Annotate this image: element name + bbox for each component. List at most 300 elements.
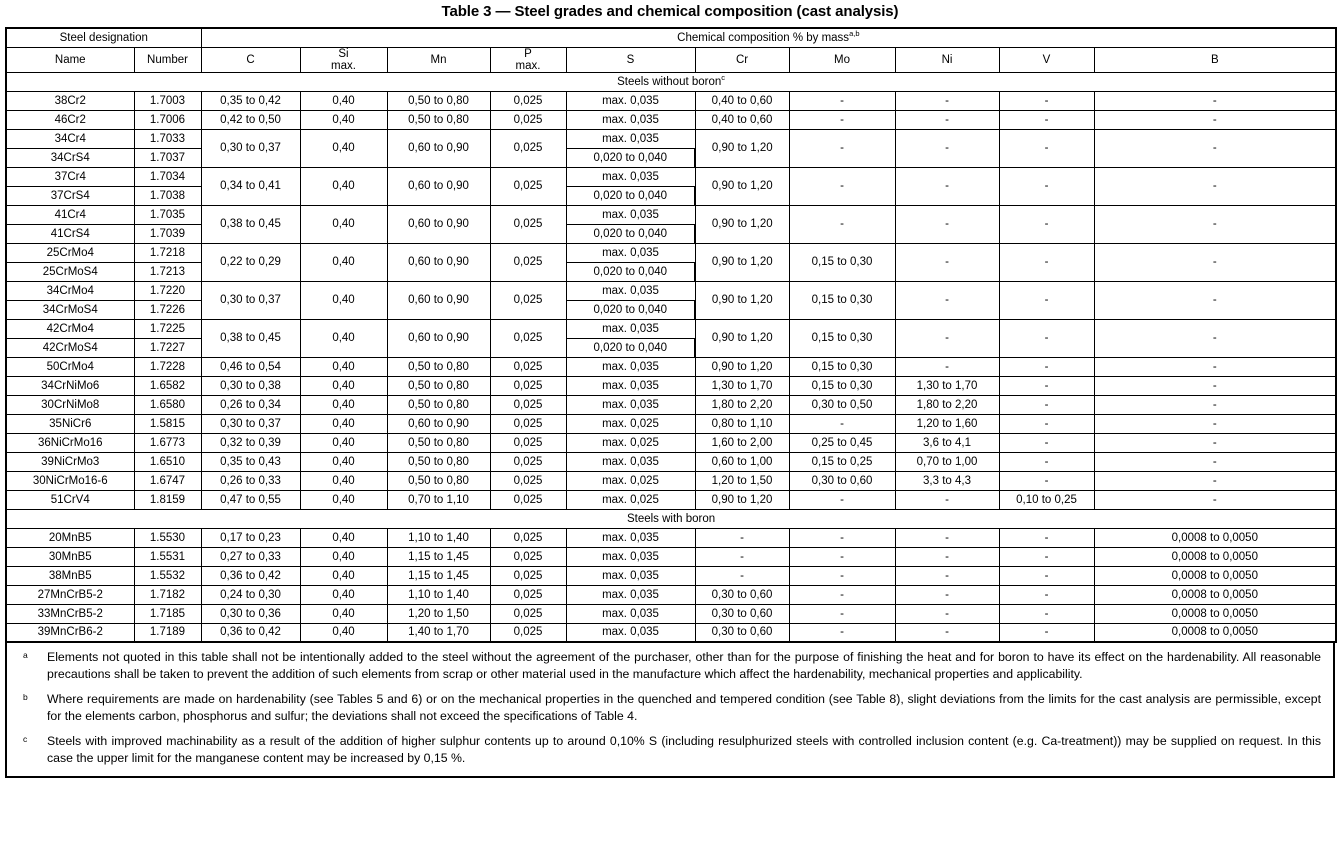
cell-V: - xyxy=(999,129,1094,167)
header-row-1 xyxy=(6,28,1336,47)
cell-C: 0,30 to 0,36 xyxy=(201,604,300,623)
cell-S: max. 0,035 xyxy=(566,281,695,300)
cell-Mn: 0,50 to 0,80 xyxy=(387,376,490,395)
cell-number: 1.6582 xyxy=(134,376,201,395)
cell-name: 35NiCr6 xyxy=(6,414,134,433)
cell-Ni: - xyxy=(895,357,999,376)
cell-name: 42CrMo4 xyxy=(6,319,134,338)
cell-name: 42CrMoS4 xyxy=(6,338,134,357)
cell-number: 1.7189 xyxy=(134,623,201,642)
cell-number: 1.7006 xyxy=(134,110,201,129)
cell-Mn: 0,60 to 0,90 xyxy=(387,167,490,205)
cell-P: 0,025 xyxy=(490,490,566,509)
table-row xyxy=(6,452,1336,471)
cell-Mo: - xyxy=(789,585,895,604)
cell-number: 1.5531 xyxy=(134,547,201,566)
cell-Cr: 0,90 to 1,20 xyxy=(695,129,789,167)
cell-S: max. 0,035 xyxy=(566,566,695,585)
cell-Cr: - xyxy=(695,566,789,585)
cell-Si: 0,40 xyxy=(300,376,387,395)
cell-Mo: - xyxy=(789,167,895,205)
header-col-v: V xyxy=(999,47,1094,72)
cell-Cr: 0,30 to 0,60 xyxy=(695,585,789,604)
cell-B: - xyxy=(1094,452,1336,471)
cell-V: - xyxy=(999,433,1094,452)
section-header-row xyxy=(6,72,1336,91)
cell-B: - xyxy=(1094,91,1336,110)
cell-Mo: - xyxy=(789,490,895,509)
cell-V: - xyxy=(999,547,1094,566)
header-col-cr: Cr xyxy=(695,47,789,72)
cell-Ni: - xyxy=(895,205,999,243)
cell-Ni: - xyxy=(895,566,999,585)
table-row xyxy=(6,167,1336,186)
cell-B: - xyxy=(1094,395,1336,414)
table-head xyxy=(6,28,1336,72)
cell-Mn: 0,50 to 0,80 xyxy=(387,357,490,376)
page-title: Table 3 — Steel grades and chemical composition (cast analysis) xyxy=(441,3,899,20)
cell-Cr: 0,90 to 1,20 xyxy=(695,357,789,376)
cell-Ni: - xyxy=(895,585,999,604)
cell-number: 1.6580 xyxy=(134,395,201,414)
header-chemical-composition xyxy=(201,28,1336,47)
cell-Si: 0,40 xyxy=(300,395,387,414)
cell-name: 30MnB5 xyxy=(6,547,134,566)
cell-name: 37CrS4 xyxy=(6,186,134,205)
cell-S: max. 0,035 xyxy=(566,319,695,338)
cell-C: 0,22 to 0,29 xyxy=(201,243,300,281)
header-name: Name xyxy=(6,47,134,72)
cell-C: 0,30 to 0,38 xyxy=(201,376,300,395)
header-row-2 xyxy=(6,47,1336,72)
table-row xyxy=(6,205,1336,224)
cell-B: - xyxy=(1094,357,1336,376)
cell-number: 1.7037 xyxy=(134,148,201,167)
cell-Mo: 0,15 to 0,30 xyxy=(789,281,895,319)
cell-S: max. 0,025 xyxy=(566,471,695,490)
cell-B: - xyxy=(1094,129,1336,167)
cell-S: 0,020 to 0,040 xyxy=(566,262,695,281)
cell-P: 0,025 xyxy=(490,547,566,566)
cell-S: max. 0,035 xyxy=(566,585,695,604)
cell-name: 50CrMo4 xyxy=(6,357,134,376)
cell-Si: 0,40 xyxy=(300,319,387,357)
cell-Cr: 0,30 to 0,60 xyxy=(695,623,789,642)
cell-name: 36NiCrMo16 xyxy=(6,433,134,452)
footnote-marker: a xyxy=(23,650,28,660)
cell-Si: 0,40 xyxy=(300,585,387,604)
cell-name: 27MnCrB5-2 xyxy=(6,585,134,604)
cell-S: max. 0,035 xyxy=(566,623,695,642)
table-row xyxy=(6,110,1336,129)
footnote xyxy=(15,691,1325,724)
cell-Cr: 1,20 to 1,50 xyxy=(695,471,789,490)
cell-name: 34CrS4 xyxy=(6,148,134,167)
cell-S: max. 0,025 xyxy=(566,490,695,509)
cell-Si: 0,40 xyxy=(300,623,387,642)
cell-S: 0,020 to 0,040 xyxy=(566,186,695,205)
cell-P: 0,025 xyxy=(490,281,566,319)
cell-B: - xyxy=(1094,490,1336,509)
footnote-text: Where requirements are made on hardenability (see Tables 5 and 6) or on the mechanical properties in the quenched and tempered condition (see Table 8), slight deviations from the limits for the cast analysis are permissible, except for the elements carbon, phosphorus and sulfur; the deviations shall not exceed the specifications of Table 4. xyxy=(47,692,1321,723)
cell-Si: 0,40 xyxy=(300,91,387,110)
cell-Si: 0,40 xyxy=(300,490,387,509)
header-col-mo: Mo xyxy=(789,47,895,72)
header-col-p xyxy=(490,47,566,72)
cell-number: 1.6747 xyxy=(134,471,201,490)
table-row xyxy=(6,414,1336,433)
cell-P: 0,025 xyxy=(490,395,566,414)
cell-P: 0,025 xyxy=(490,376,566,395)
cell-V: - xyxy=(999,319,1094,357)
cell-Ni: 1,30 to 1,70 xyxy=(895,376,999,395)
cell-number: 1.5530 xyxy=(134,528,201,547)
cell-Si: 0,40 xyxy=(300,547,387,566)
cell-Mn: 0,50 to 0,80 xyxy=(387,452,490,471)
cell-B: 0,0008 to 0,0050 xyxy=(1094,585,1336,604)
cell-V: - xyxy=(999,528,1094,547)
cell-S: max. 0,025 xyxy=(566,414,695,433)
cell-Mn: 0,50 to 0,80 xyxy=(387,471,490,490)
cell-Mn: 1,15 to 1,45 xyxy=(387,547,490,566)
header-chem-superscript: a,b xyxy=(849,28,860,38)
cell-C: 0,47 to 0,55 xyxy=(201,490,300,509)
cell-C: 0,30 to 0,37 xyxy=(201,414,300,433)
cell-Si: 0,40 xyxy=(300,167,387,205)
cell-B: - xyxy=(1094,243,1336,281)
cell-Cr: 0,90 to 1,20 xyxy=(695,281,789,319)
cell-Si: 0,40 xyxy=(300,414,387,433)
cell-B: - xyxy=(1094,281,1336,319)
cell-number: 1.6510 xyxy=(134,452,201,471)
cell-Cr: 1,30 to 1,70 xyxy=(695,376,789,395)
cell-Si: 0,40 xyxy=(300,205,387,243)
cell-number: 1.7220 xyxy=(134,281,201,300)
footnotes-block xyxy=(5,643,1335,778)
table-row xyxy=(6,376,1336,395)
footnote-text: Steels with improved machinability as a result of the addition of higher sulphur contents up to around 0,10% S (including resulphurized steels with controlled inclusion content (e.g. Ca-treatment)) may be supplied on request. In this case the upper limit for the manganese content may be increased by 0,15 %. xyxy=(47,734,1321,765)
cell-Mo: - xyxy=(789,604,895,623)
table-body xyxy=(6,72,1336,642)
cell-Mo: 0,15 to 0,25 xyxy=(789,452,895,471)
cell-P: 0,025 xyxy=(490,585,566,604)
cell-C: 0,35 to 0,43 xyxy=(201,452,300,471)
cell-B: - xyxy=(1094,110,1336,129)
steel-composition-table xyxy=(5,27,1337,643)
cell-number: 1.7225 xyxy=(134,319,201,338)
cell-number: 1.7003 xyxy=(134,91,201,110)
cell-B: - xyxy=(1094,205,1336,243)
cell-Si: 0,40 xyxy=(300,243,387,281)
cell-C: 0,46 to 0,54 xyxy=(201,357,300,376)
cell-name: 39MnCrB6-2 xyxy=(6,623,134,642)
header-p-max: max. xyxy=(515,59,541,72)
cell-P: 0,025 xyxy=(490,167,566,205)
cell-Mn: 0,60 to 0,90 xyxy=(387,129,490,167)
table-row xyxy=(6,585,1336,604)
cell-Cr: 0,40 to 0,60 xyxy=(695,110,789,129)
cell-name: 34CrNiMo6 xyxy=(6,376,134,395)
cell-S: max. 0,035 xyxy=(566,452,695,471)
cell-C: 0,38 to 0,45 xyxy=(201,319,300,357)
footnote-marker: b xyxy=(23,692,28,702)
cell-V: - xyxy=(999,471,1094,490)
cell-S: max. 0,035 xyxy=(566,376,695,395)
cell-Mn: 0,60 to 0,90 xyxy=(387,281,490,319)
cell-Ni: 1,80 to 2,20 xyxy=(895,395,999,414)
cell-Cr: 0,30 to 0,60 xyxy=(695,604,789,623)
header-p-symbol: P xyxy=(524,47,532,60)
cell-name: 34CrMo4 xyxy=(6,281,134,300)
cell-Ni: 3,6 to 4,1 xyxy=(895,433,999,452)
cell-C: 0,26 to 0,34 xyxy=(201,395,300,414)
cell-Mo: - xyxy=(789,528,895,547)
cell-V: - xyxy=(999,395,1094,414)
cell-Si: 0,40 xyxy=(300,129,387,167)
cell-C: 0,30 to 0,37 xyxy=(201,281,300,319)
cell-Cr: 0,60 to 1,00 xyxy=(695,452,789,471)
cell-name: 30NiCrMo16-6 xyxy=(6,471,134,490)
cell-name: 37Cr4 xyxy=(6,167,134,186)
cell-S: max. 0,035 xyxy=(566,91,695,110)
cell-number: 1.7228 xyxy=(134,357,201,376)
cell-V: - xyxy=(999,376,1094,395)
cell-S: max. 0,035 xyxy=(566,528,695,547)
cell-C: 0,36 to 0,42 xyxy=(201,623,300,642)
table-row xyxy=(6,528,1336,547)
cell-name: 33MnCrB5-2 xyxy=(6,604,134,623)
cell-Mn: 0,50 to 0,80 xyxy=(387,395,490,414)
cell-Mo: - xyxy=(789,91,895,110)
cell-Mn: 1,40 to 1,70 xyxy=(387,623,490,642)
cell-Si: 0,40 xyxy=(300,433,387,452)
cell-name: 34Cr4 xyxy=(6,129,134,148)
cell-Mo: - xyxy=(789,566,895,585)
cell-Ni: - xyxy=(895,91,999,110)
cell-Mn: 1,15 to 1,45 xyxy=(387,566,490,585)
cell-name: 39NiCrMo3 xyxy=(6,452,134,471)
cell-Ni: - xyxy=(895,547,999,566)
cell-P: 0,025 xyxy=(490,528,566,547)
cell-Ni: 1,20 to 1,60 xyxy=(895,414,999,433)
cell-Mo: - xyxy=(789,547,895,566)
cell-number: 1.5815 xyxy=(134,414,201,433)
cell-C: 0,32 to 0,39 xyxy=(201,433,300,452)
table-row xyxy=(6,129,1336,148)
cell-S: max. 0,035 xyxy=(566,357,695,376)
cell-Ni: - xyxy=(895,528,999,547)
cell-number: 1.7035 xyxy=(134,205,201,224)
cell-S: max. 0,035 xyxy=(566,167,695,186)
cell-number: 1.5532 xyxy=(134,566,201,585)
cell-Mn: 0,50 to 0,80 xyxy=(387,433,490,452)
cell-Mn: 0,60 to 0,90 xyxy=(387,205,490,243)
cell-Mo: - xyxy=(789,414,895,433)
cell-C: 0,17 to 0,23 xyxy=(201,528,300,547)
table-row xyxy=(6,281,1336,300)
cell-number: 1.6773 xyxy=(134,433,201,452)
cell-Cr: - xyxy=(695,547,789,566)
cell-V: - xyxy=(999,281,1094,319)
cell-name: 51CrV4 xyxy=(6,490,134,509)
cell-Mo: 0,15 to 0,30 xyxy=(789,319,895,357)
section-header-row xyxy=(6,509,1336,528)
cell-Ni: - xyxy=(895,129,999,167)
cell-B: - xyxy=(1094,471,1336,490)
table-row xyxy=(6,490,1336,509)
header-si-max: max. xyxy=(331,59,356,72)
cell-Mo: 0,25 to 0,45 xyxy=(789,433,895,452)
cell-Cr: - xyxy=(695,528,789,547)
cell-Ni: 3,3 to 4,3 xyxy=(895,471,999,490)
cell-V: - xyxy=(999,585,1094,604)
cell-B: - xyxy=(1094,167,1336,205)
cell-C: 0,26 to 0,33 xyxy=(201,471,300,490)
cell-Mn: 0,60 to 0,90 xyxy=(387,319,490,357)
cell-V: - xyxy=(999,566,1094,585)
cell-number: 1.7227 xyxy=(134,338,201,357)
header-col-ni: Ni xyxy=(895,47,999,72)
cell-Si: 0,40 xyxy=(300,452,387,471)
cell-P: 0,025 xyxy=(490,623,566,642)
cell-Mo: 0,30 to 0,60 xyxy=(789,471,895,490)
cell-Ni: - xyxy=(895,167,999,205)
cell-name: 30CrNiMo8 xyxy=(6,395,134,414)
cell-S: max. 0,035 xyxy=(566,604,695,623)
table-row xyxy=(6,357,1336,376)
cell-P: 0,025 xyxy=(490,243,566,281)
cell-Cr: 0,90 to 1,20 xyxy=(695,490,789,509)
cell-Cr: 0,90 to 1,20 xyxy=(695,205,789,243)
cell-S: max. 0,035 xyxy=(566,547,695,566)
cell-Cr: 1,80 to 2,20 xyxy=(695,395,789,414)
table-row xyxy=(6,623,1336,642)
cell-Mn: 1,10 to 1,40 xyxy=(387,585,490,604)
cell-Si: 0,40 xyxy=(300,566,387,585)
footnote-text: Elements not quoted in this table shall not be intentionally added to the steel without the agreement of the purchaser, other than for the purpose of finishing the heat and for boron to have its effect on the hardenability. All reasonable precautions shall be taken to prevent the addition of such elements from scrap or other material used in the manufacture which affect the hardenability, mechanical properties and applicability. xyxy=(47,650,1321,681)
cell-P: 0,025 xyxy=(490,604,566,623)
cell-C: 0,38 to 0,45 xyxy=(201,205,300,243)
cell-S: max. 0,035 xyxy=(566,129,695,148)
cell-S: 0,020 to 0,040 xyxy=(566,338,695,357)
cell-Mo: 0,15 to 0,30 xyxy=(789,376,895,395)
cell-Si: 0,40 xyxy=(300,528,387,547)
section-label: Steels with boron xyxy=(6,509,1336,528)
cell-Mn: 1,20 to 1,50 xyxy=(387,604,490,623)
cell-P: 0,025 xyxy=(490,433,566,452)
cell-C: 0,30 to 0,37 xyxy=(201,129,300,167)
cell-V: - xyxy=(999,205,1094,243)
cell-Cr: 0,90 to 1,20 xyxy=(695,319,789,357)
cell-name: 41Cr4 xyxy=(6,205,134,224)
cell-Ni: - xyxy=(895,110,999,129)
cell-P: 0,025 xyxy=(490,471,566,490)
table-row xyxy=(6,566,1336,585)
table-row xyxy=(6,547,1336,566)
cell-Mo: - xyxy=(789,623,895,642)
cell-P: 0,025 xyxy=(490,414,566,433)
header-col-mn: Mn xyxy=(387,47,490,72)
cell-P: 0,025 xyxy=(490,205,566,243)
cell-name: 38Cr2 xyxy=(6,91,134,110)
cell-C: 0,34 to 0,41 xyxy=(201,167,300,205)
cell-Mo: - xyxy=(789,205,895,243)
cell-number: 1.7226 xyxy=(134,300,201,319)
cell-name: 46Cr2 xyxy=(6,110,134,129)
cell-Cr: 0,80 to 1,10 xyxy=(695,414,789,433)
cell-V: - xyxy=(999,357,1094,376)
cell-P: 0,025 xyxy=(490,452,566,471)
cell-number: 1.7218 xyxy=(134,243,201,262)
header-col-s: S xyxy=(566,47,695,72)
cell-Mn: 0,50 to 0,80 xyxy=(387,110,490,129)
cell-number: 1.7034 xyxy=(134,167,201,186)
cell-P: 0,025 xyxy=(490,91,566,110)
cell-S: 0,020 to 0,040 xyxy=(566,224,695,243)
cell-V: - xyxy=(999,452,1094,471)
cell-B: 0,0008 to 0,0050 xyxy=(1094,528,1336,547)
cell-name: 25CrMo4 xyxy=(6,243,134,262)
cell-Mn: 0,60 to 0,90 xyxy=(387,243,490,281)
cell-Cr: 0,90 to 1,20 xyxy=(695,167,789,205)
cell-Ni: - xyxy=(895,319,999,357)
cell-S: max. 0,035 xyxy=(566,395,695,414)
cell-B: - xyxy=(1094,376,1336,395)
cell-P: 0,025 xyxy=(490,566,566,585)
cell-number: 1.8159 xyxy=(134,490,201,509)
cell-Ni: - xyxy=(895,604,999,623)
cell-Mo: 0,30 to 0,50 xyxy=(789,395,895,414)
section-label-superscript: c xyxy=(721,72,726,82)
cell-Ni: 0,70 to 1,00 xyxy=(895,452,999,471)
cell-P: 0,025 xyxy=(490,110,566,129)
cell-Mo: 0,15 to 0,30 xyxy=(789,357,895,376)
table-row xyxy=(6,319,1336,338)
cell-Mn: 1,10 to 1,40 xyxy=(387,528,490,547)
cell-B: 0,0008 to 0,0050 xyxy=(1094,623,1336,642)
cell-number: 1.7185 xyxy=(134,604,201,623)
cell-S: max. 0,025 xyxy=(566,433,695,452)
cell-Ni: - xyxy=(895,243,999,281)
header-col-b: B xyxy=(1094,47,1336,72)
cell-Cr: 0,90 to 1,20 xyxy=(695,243,789,281)
cell-Cr: 0,40 to 0,60 xyxy=(695,91,789,110)
footnote-marker: c xyxy=(23,734,28,744)
cell-number: 1.7039 xyxy=(134,224,201,243)
cell-Si: 0,40 xyxy=(300,110,387,129)
header-steel-designation: Steel designation xyxy=(6,28,201,47)
cell-name: 25CrMoS4 xyxy=(6,262,134,281)
cell-Mn: 0,50 to 0,80 xyxy=(387,91,490,110)
cell-C: 0,27 to 0,33 xyxy=(201,547,300,566)
cell-Ni: - xyxy=(895,623,999,642)
cell-S: 0,020 to 0,040 xyxy=(566,148,695,167)
cell-P: 0,025 xyxy=(490,357,566,376)
cell-V: - xyxy=(999,167,1094,205)
table-row xyxy=(6,604,1336,623)
footnote xyxy=(15,649,1325,682)
header-si-symbol: Si xyxy=(338,47,349,60)
cell-number: 1.7038 xyxy=(134,186,201,205)
cell-Si: 0,40 xyxy=(300,281,387,319)
cell-B: 0,0008 to 0,0050 xyxy=(1094,566,1336,585)
cell-V: - xyxy=(999,623,1094,642)
cell-B: - xyxy=(1094,319,1336,357)
cell-Si: 0,40 xyxy=(300,357,387,376)
cell-Mo: - xyxy=(789,129,895,167)
table-row xyxy=(6,395,1336,414)
cell-Ni: - xyxy=(895,281,999,319)
